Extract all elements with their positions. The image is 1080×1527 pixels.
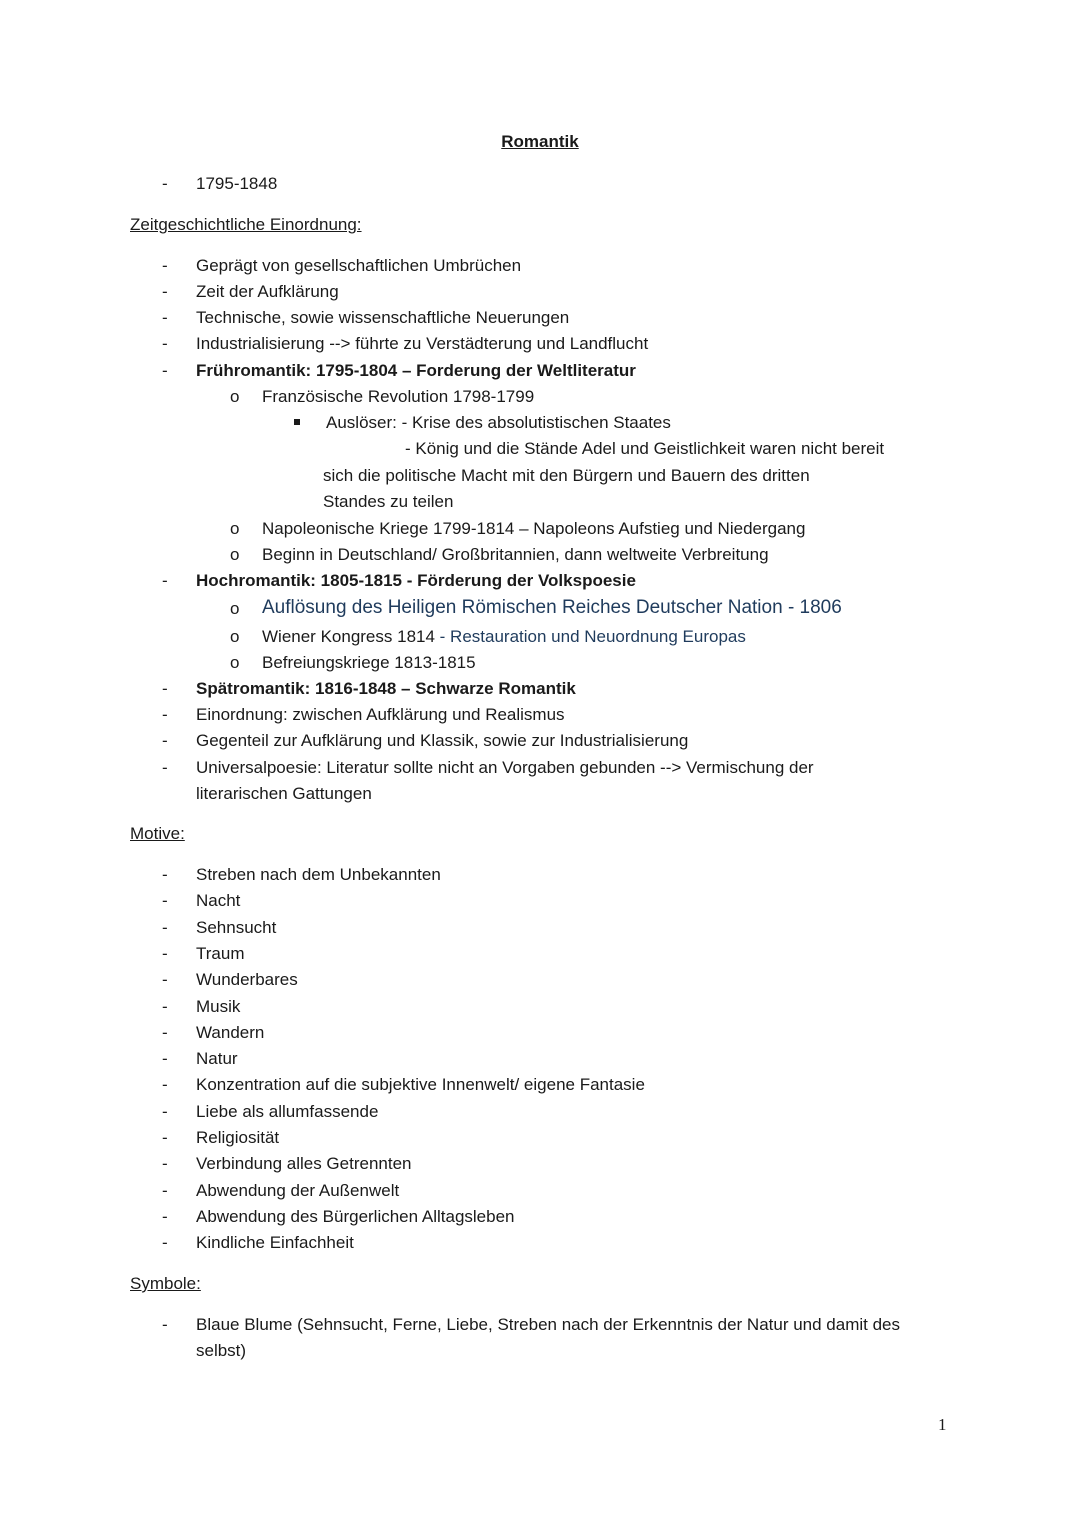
bullet-dash: - [162, 679, 168, 698]
bullet-dash: - [162, 308, 168, 327]
bullet-dash: - [162, 731, 168, 750]
square-bullet [294, 419, 300, 425]
list-item: Technische, sowie wissenschaftliche Neuerungen [196, 308, 570, 327]
bullet-dash: - [162, 1075, 168, 1094]
bullet-dash: - [162, 758, 168, 777]
bullet-dash: - [162, 1102, 168, 1121]
hochromantik-label: Hochromantik: 1805-1815 - Förderung der Volkspoesie [196, 571, 636, 590]
bullet-dash: - [162, 997, 168, 1016]
bullet-circle: o [230, 519, 240, 538]
bullet-dash: - [162, 1181, 168, 1200]
bullet-dash: - [162, 334, 168, 353]
ausloeser-line: sich die politische Macht mit den Bürgern und Bauern des dritten [323, 466, 810, 485]
bullet-dash: - [162, 1154, 168, 1173]
bullet-dash: - [162, 1207, 168, 1226]
list-item: Zeit der Aufklärung [196, 282, 339, 301]
bullet-dash: - [162, 256, 168, 275]
bullet-circle: o [230, 599, 240, 618]
bullet-dash: - [162, 1128, 168, 1147]
motive-item: Verbindung alles Getrennten [196, 1154, 412, 1173]
period-text: 1795-1848 [196, 174, 278, 193]
section-heading-zeitgeschichte: Zeitgeschichtliche Einordnung: [130, 215, 362, 234]
motive-item: Abwendung des Bürgerlichen Alltagsleben [196, 1207, 515, 1226]
sub-item: Beginn in Deutschland/ Großbritannien, dann weltweite Verbreitung [262, 545, 769, 564]
motive-item: Liebe als allumfassende [196, 1102, 379, 1121]
list-item-continuation: selbst) [196, 1341, 247, 1360]
page-number: 1 [938, 1415, 947, 1434]
ausloeser-line: Auslöser: - Krise des absolutistischen Staates [326, 413, 671, 432]
motive-item: Natur [196, 1049, 238, 1068]
sub-item: Französische Revolution 1798-1799 [262, 387, 535, 406]
list-item-continuation: literarischen Gattungen [196, 784, 372, 803]
sub-item: Auflösung des Heiligen Römischen Reiches Deutscher Nation - 1806 [262, 597, 842, 618]
bullet-dash: - [162, 361, 168, 380]
ausloeser-line: - König und die Stände Adel und Geistlichkeit waren nicht bereit [405, 439, 885, 458]
wiener-kongress-text: Wiener Kongress 1814 [262, 627, 435, 646]
sub-item: Napoleonische Kriege 1799-1814 – Napoleons Aufstieg und Niedergang [262, 519, 806, 538]
sub-item [262, 626, 746, 648]
motive-item: Kindliche Einfachheit [196, 1233, 354, 1252]
list-item: Geprägt von gesellschaftlichen Umbrüchen [196, 256, 522, 275]
bullet-dash: - [162, 944, 168, 963]
motive-item: Nacht [196, 891, 241, 910]
bullet-circle: o [230, 387, 240, 406]
motive-item: Musik [196, 997, 241, 1016]
motive-item: Wunderbares [196, 970, 298, 989]
bullet-dash: - [162, 1233, 168, 1252]
fruehromantik-label: Frühromantik: 1795-1804 – Forderung der Weltliteratur [196, 361, 636, 380]
motive-item: Konzentration auf die subjektive Innenwelt/ eigene Fantasie [196, 1075, 645, 1094]
bullet-dash: - [162, 1315, 168, 1334]
section-heading-motive: Motive: [130, 824, 185, 843]
bullet-circle: o [230, 545, 240, 564]
bullet-dash: - [162, 1049, 168, 1068]
bullet-dash: - [162, 918, 168, 937]
motive-item: Abwendung der Außenwelt [196, 1181, 400, 1200]
motive-item: Traum [196, 944, 245, 963]
bullet-circle: o [230, 653, 240, 672]
page-title: Romantik [501, 132, 579, 151]
bullet-dash: - [162, 571, 168, 590]
list-item: Gegenteil zur Aufklärung und Klassik, sowie zur Industrialisierung [196, 731, 689, 750]
bullet-dash: - [162, 1023, 168, 1042]
section-heading-symbole: Symbole: [130, 1274, 201, 1293]
bullet-dash: - [162, 865, 168, 884]
list-item: Industrialisierung --> führte zu Verstädterung und Landflucht [196, 334, 649, 353]
list-item: Universalpoesie: Literatur sollte nicht an Vorgaben gebunden --> Vermischung der [196, 758, 814, 777]
motive-item: Sehnsucht [196, 918, 277, 937]
spaetromantik-label: Spätromantik: 1816-1848 – Schwarze Romantik [196, 679, 576, 698]
bullet-dash: - [162, 705, 168, 724]
restauration-text: - Restauration und Neuordnung Europas [434, 627, 746, 646]
bullet-dash: - [162, 282, 168, 301]
ausloeser-line: Standes zu teilen [323, 492, 454, 511]
motive-item: Wandern [196, 1023, 265, 1042]
motive-item: Streben nach dem Unbekannten [196, 865, 441, 884]
sub-item: Befreiungskriege 1813-1815 [262, 653, 476, 672]
bullet-dash: - [162, 174, 168, 193]
bullet-dash: - [162, 970, 168, 989]
list-item: Einordnung: zwischen Aufklärung und Realismus [196, 705, 565, 724]
list-item: Blaue Blume (Sehnsucht, Ferne, Liebe, Streben nach der Erkenntnis der Natur und damit des [196, 1315, 901, 1334]
bullet-circle: o [230, 627, 240, 646]
bullet-dash: - [162, 891, 168, 910]
motive-item: Religiosität [196, 1128, 280, 1147]
